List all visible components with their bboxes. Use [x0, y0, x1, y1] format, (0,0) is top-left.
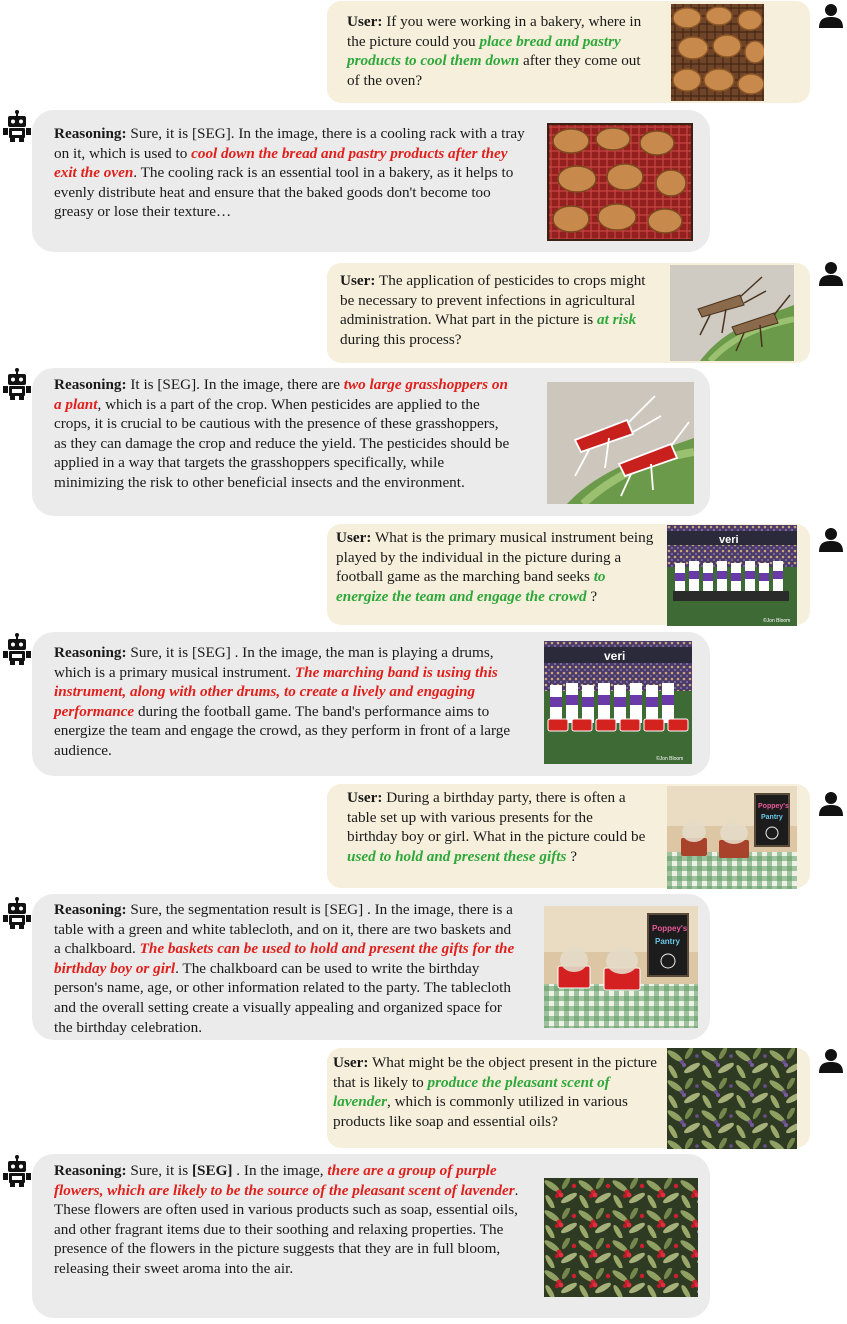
band-banner-text-segmented: veri: [604, 649, 626, 663]
lavender-photo: [667, 1048, 797, 1149]
marching-band-segmented-photo: [544, 641, 692, 764]
band-banner-text: veri: [719, 534, 739, 546]
bakery-photo: [671, 4, 764, 101]
robot-avatar-icon: [2, 633, 32, 665]
pantry-sign-line-1-segmented: Poppey's: [652, 924, 688, 933]
reasoning-message-3-text: Reasoning: Sure, it is [SEG] . In the image, the man is playing a drums, which is a primary musical instrument. The marching band is using this instrument, along with other drums, to create a lively and engaging performance during the football game. The band's performance aims to energize the team and engage the crowd, as they perform in front of a large audience.: [54, 644, 511, 759]
user-message-4-text: User: During a birthday party, there is often a table set up with various presents for the birthday boy or girl. What in the picture could be used to hold and present these gifts ?: [347, 789, 646, 865]
user-message-5-text: User: What might be the object present in the picture that is likely to produce the pleasant scent of lavender, which is commonly utilized in various products like soap and essential oils?: [333, 1054, 658, 1130]
user-avatar-icon: [818, 3, 844, 29]
lavender-segmented-photo: [544, 1178, 698, 1297]
reasoning-message-2-text: Reasoning: It is [SEG]. In the image, there are two large grasshoppers on a plant, which is a part of the crop. When pesticides are applied to the crops, it is crucial to be cautious with the presence of these grasshoppers, as they can damage the crop and reduce the yield. The pesticides should be applied in a way that targets the grasshoppers specifically, while minimizing the risk to other beneficial insects and the environment.: [54, 376, 510, 491]
user-message-2-text: User: The application of pesticides to crops might be necessary to prevent infections in agricultural administration. What part in the picture is at risk during this process?: [340, 272, 646, 348]
birthday-table-segmented-photo: [544, 906, 698, 1028]
birthday-table-photo: [667, 786, 797, 889]
user-avatar-icon: [818, 791, 844, 817]
user-avatar-icon: [818, 1048, 844, 1074]
band-photo-credit: ©Jon Bloom: [763, 618, 791, 624]
pantry-sign-line-2: Pantry: [761, 814, 783, 821]
robot-avatar-icon: [2, 1155, 32, 1187]
reasoning-message-1-text: Reasoning: Sure, it is [SEG]. In the image, there is a cooling rack with a tray on it, which is used to cool down the bread and pastry products after they exit the oven. The cooling rack is an essential tool in a bakery, as it helps to evenly distribute heat and ensure that the baked goods don't become too greasy or lose their texture…: [54, 125, 525, 221]
robot-avatar-icon: [2, 110, 32, 142]
user-message-3-text: User: What is the primary musical instrument being played by the individual in the picture during a football game as the marching band seeks to energize the team and engage the crowd ?: [336, 529, 654, 605]
band-photo-credit-segmented: ©Jon Bloom: [656, 756, 684, 762]
reasoning-message-5-text: Reasoning: Sure, it is [SEG] . In the image, there are a group of purple flowers, which are likely to be the source of the pleasant scent of lavender. These flowers are often used in various products such as soap, essential oils, and other fragrant items due to their soothing and relaxing properties. The presence of the flowers in the picture suggests that they are in full bloom, releasing their sweet aroma into the air.: [54, 1162, 519, 1277]
marching-band-photo: [667, 525, 797, 626]
robot-avatar-icon: [2, 368, 32, 400]
grasshopper-segmented-photo: [547, 382, 694, 504]
user-message-1-text: User: If you were working in a bakery, where in the picture could you place bread and pastry products to cool them down after they come out of the oven?: [347, 13, 642, 89]
pantry-sign-line-1: Poppey's: [758, 803, 789, 810]
bakery-segmented-photo: [547, 123, 693, 241]
robot-avatar-icon: [2, 897, 32, 929]
pantry-sign-line-2-segmented: Pantry: [655, 937, 680, 946]
reasoning-message-4-text: Reasoning: Sure, the segmentation result is [SEG] . In the image, there is a table with a green and white tablecloth, and on it, there are two baskets and a chalkboard. The baskets can be used to hold and present the gifts for the birthday boy or girl. The chalkboard can be used to write the birthday person's name, age, or other information related to the party. The tablecloth and the overall setting create a visually appealing and organized space for the birthday celebration.: [54, 901, 515, 1036]
grasshopper-photo: [670, 265, 794, 361]
user-avatar-icon: [818, 527, 844, 553]
user-avatar-icon: [818, 261, 844, 287]
